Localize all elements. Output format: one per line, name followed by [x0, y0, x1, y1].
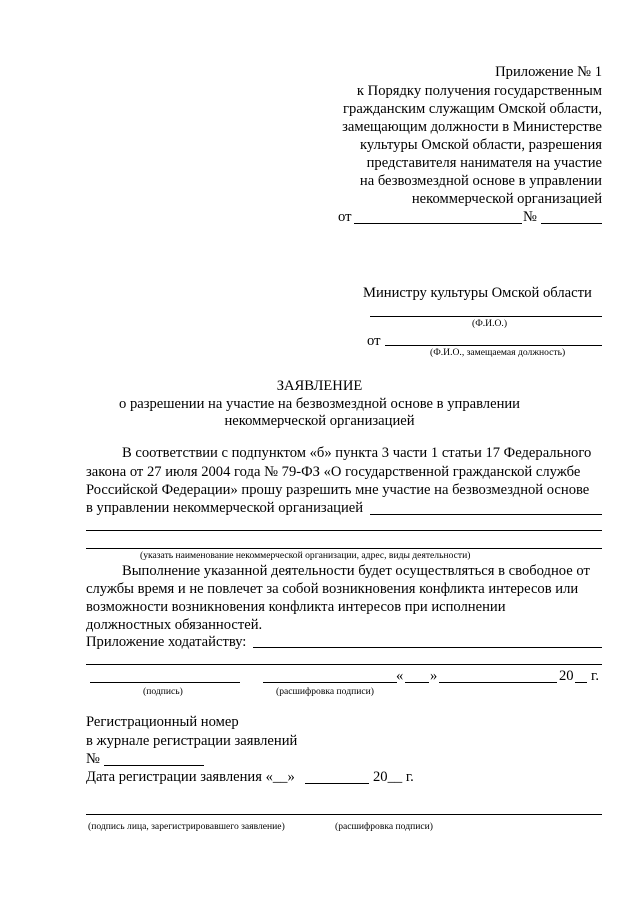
paragraph-line: Российской Федерации» прошу разрешить мне участие на безвозмездной основе	[86, 482, 590, 498]
decode-blank	[263, 682, 397, 683]
appendix-line: представителя нанимателя на участие	[366, 155, 602, 171]
addressee-from-label: от	[367, 333, 381, 349]
addressee-to: Министру культуры Омской области	[363, 285, 592, 301]
year-blank	[575, 682, 587, 683]
registration-year: 20__ г.	[373, 769, 414, 785]
appendix-line: к Порядку получения государственным	[356, 83, 602, 99]
paragraph-line: Выполнение указанной деятельности будет осуществляться в свободное от	[122, 563, 590, 579]
addressee-fio-blank	[370, 316, 602, 317]
signature-caption: (подпись)	[143, 686, 183, 697]
org-caption: (указать наименование некоммерческой организации, адрес, виды деятельности)	[140, 550, 471, 561]
paragraph-line: должностных обязанностей.	[86, 617, 263, 633]
paragraph-line: закона от 27 июля 2004 года № 79-ФЗ «О государственной гражданской службе	[86, 464, 581, 480]
registrar-signature-blank	[86, 814, 602, 815]
registration-line: в журнале регистрации заявлений	[86, 733, 298, 749]
document-subtitle: некоммерческой организацией	[224, 413, 415, 429]
date-close-quote: »	[430, 668, 438, 684]
registrar-decode-caption: (расшифровка подписи)	[335, 821, 433, 832]
year-prefix: 20	[559, 668, 574, 684]
paragraph-line: в управлении некоммерческой организацией	[86, 500, 364, 516]
appendix-line: на безвозмездной основе в управлении	[359, 173, 602, 189]
appendix-date-blank	[354, 223, 522, 224]
appendix-line: культуры Омской области, разрешения	[360, 137, 602, 153]
registration-number-blank	[104, 765, 204, 766]
month-blank	[439, 682, 557, 683]
registration-month-blank	[305, 783, 369, 784]
document-title: ЗАЯВЛЕНИЕ	[276, 378, 363, 394]
appendix-line: гражданским служащим Омской области,	[343, 101, 602, 117]
appendix-line: некоммерческой организацией	[411, 191, 602, 207]
org-name-blank	[86, 530, 602, 531]
registration-number-label: №	[86, 751, 100, 767]
addressee-from-caption: (Ф.И.О., замещаемая должность)	[430, 347, 566, 358]
appendix-from-label: от	[338, 209, 352, 225]
registrar-caption: (подпись лица, зарегистрировавшего заявление)	[88, 821, 285, 832]
addressee-from-blank	[385, 345, 602, 346]
date-open-quote: «	[396, 668, 404, 684]
org-name-blank	[86, 548, 602, 549]
registration-date-label: Дата регистрации заявления «__»	[86, 769, 295, 785]
attachment-blank	[86, 664, 602, 665]
paragraph-line: В соответствии с подпунктом «б» пункта 3 части 1 статьи 17 Федерального	[122, 445, 592, 461]
org-name-blank	[370, 514, 602, 515]
addressee-fio-caption: (Ф.И.О.)	[472, 318, 508, 329]
registration-line: Регистрационный номер	[86, 714, 239, 730]
attachment-blank	[253, 647, 602, 648]
year-suffix: г.	[591, 668, 599, 684]
appendix-line: замещающим должности в Министерстве	[342, 119, 602, 135]
day-blank	[405, 682, 429, 683]
attachment-label: Приложение ходатайству:	[86, 634, 247, 650]
appendix-number-label: №	[523, 209, 537, 225]
paragraph-line: возможности возникновения конфликта интересов при исполнении	[86, 599, 506, 615]
appendix-title: Приложение № 1	[495, 64, 602, 80]
document-subtitle: о разрешении на участие на безвозмездной основе в управлении	[119, 396, 520, 412]
appendix-number-blank	[541, 223, 602, 224]
paragraph-line: службы время и не повлечет за собой возникновения конфликта интересов или	[86, 581, 579, 597]
signature-blank	[90, 682, 240, 683]
decode-caption: (расшифровка подписи)	[276, 686, 374, 697]
